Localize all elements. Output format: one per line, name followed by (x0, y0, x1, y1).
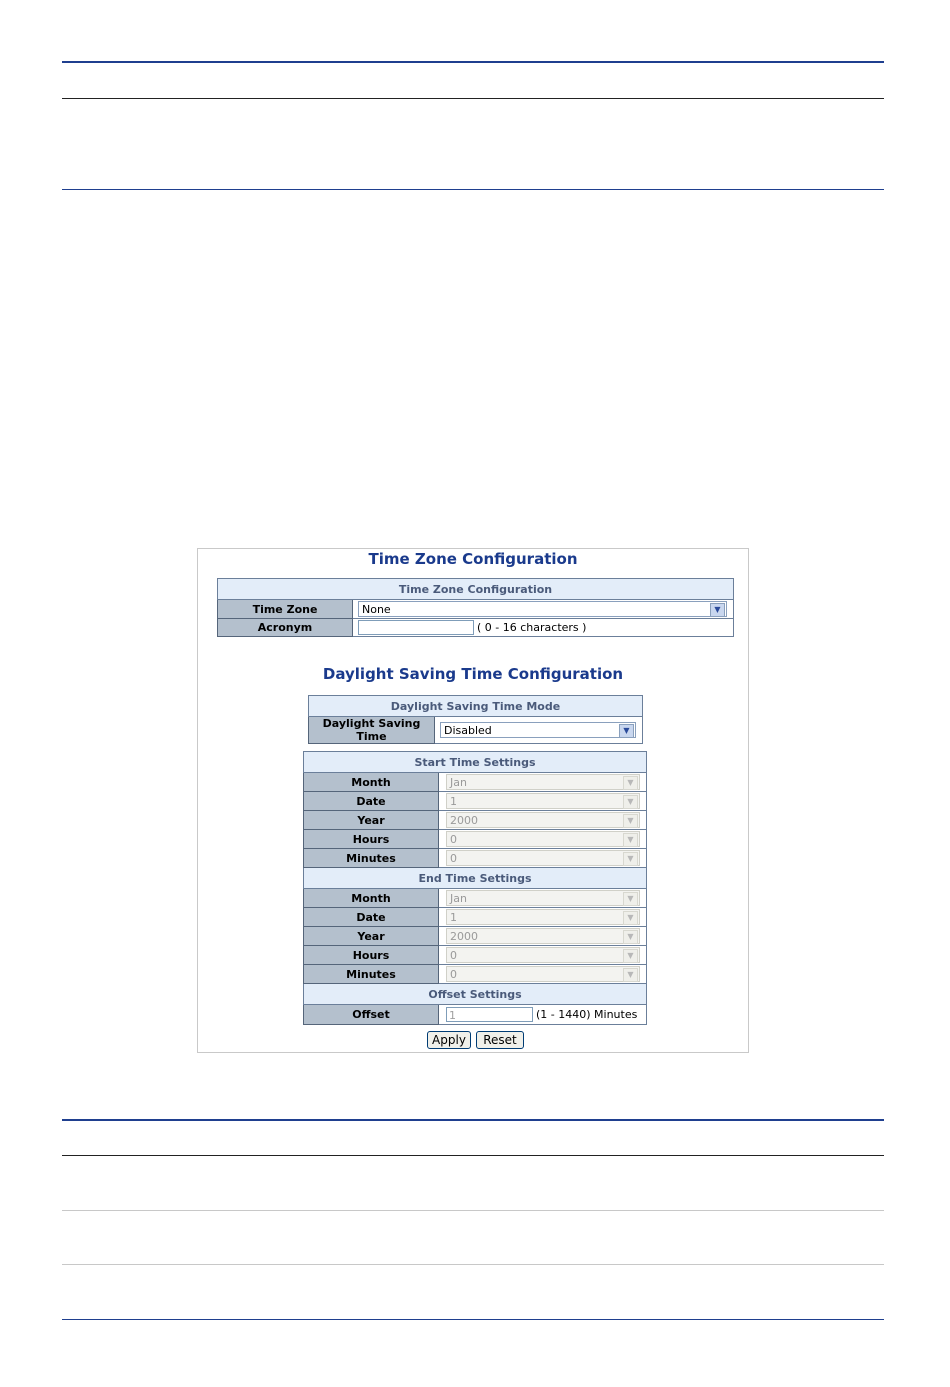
header-rule (62, 98, 884, 99)
chevron-down-icon: ▼ (623, 776, 638, 790)
end-time-settings-header: End Time Settings (304, 868, 647, 889)
acronym-input[interactable] (358, 620, 474, 635)
end-year-select[interactable] (446, 928, 640, 944)
table-end-rule (62, 189, 884, 190)
top-rule (62, 61, 884, 63)
start-minutes-value: 0 (450, 852, 457, 865)
dst-label: Daylight Saving Time (309, 717, 435, 744)
end-hours-select[interactable] (446, 947, 640, 963)
chevron-down-icon: ▼ (623, 814, 638, 828)
start-hours-label: Hours (304, 830, 439, 849)
dst-mode-header: Daylight Saving Time Mode (309, 696, 643, 717)
chevron-down-icon: ▼ (623, 911, 638, 925)
chevron-down-icon: ▼ (623, 892, 638, 906)
chevron-down-icon[interactable]: ▼ (710, 603, 725, 617)
offset-input[interactable]: 1 (446, 1007, 533, 1022)
end-hours-label: Hours (304, 946, 439, 965)
start-date-select[interactable] (446, 793, 640, 809)
end-minutes-value: 0 (450, 968, 457, 981)
end-month-select[interactable] (446, 890, 640, 906)
apply-button[interactable]: Apply (427, 1031, 471, 1049)
start-month-label: Month (304, 773, 439, 792)
acronym-label: Acronym (218, 619, 353, 637)
end-month-value: Jan (450, 892, 467, 905)
chevron-down-icon: ▼ (623, 949, 638, 963)
param-table-top-rule (62, 1119, 884, 1121)
dst-mode-select[interactable] (440, 722, 636, 738)
chevron-down-icon[interactable]: ▼ (619, 724, 634, 738)
start-hours-value: 0 (450, 833, 457, 846)
end-minutes-label: Minutes (304, 965, 439, 984)
time-zone-table (217, 578, 734, 637)
start-year-value: 2000 (450, 814, 478, 827)
time-zone-table-header: Time Zone Configuration (218, 579, 734, 600)
start-year-select[interactable] (446, 812, 640, 828)
start-year-label: Year (304, 811, 439, 830)
time-zone-label: Time Zone (218, 600, 353, 619)
time-zone-select[interactable] (358, 601, 727, 617)
chevron-down-icon: ▼ (623, 968, 638, 982)
time-zone-config-panel (197, 548, 749, 1053)
chevron-down-icon: ▼ (623, 795, 638, 809)
param-row-divider (62, 1210, 884, 1211)
time-zone-value: None (362, 603, 391, 616)
start-time-settings-header: Start Time Settings (304, 752, 647, 773)
end-hours-value: 0 (450, 949, 457, 962)
dst-section-title: Daylight Saving Time Configuration (322, 665, 624, 683)
start-minutes-label: Minutes (304, 849, 439, 868)
end-month-label: Month (304, 889, 439, 908)
start-month-select[interactable] (446, 774, 640, 790)
dst-mode-table (308, 695, 643, 744)
start-date-label: Date (304, 792, 439, 811)
end-minutes-select[interactable] (446, 966, 640, 982)
start-minutes-select[interactable] (446, 850, 640, 866)
start-month-value: Jan (450, 776, 467, 789)
chevron-down-icon: ▼ (623, 930, 638, 944)
param-table-header-rule (62, 1155, 884, 1156)
offset-label: Offset (304, 1005, 439, 1025)
start-hours-select[interactable] (446, 831, 640, 847)
page-title: Time Zone Configuration (368, 550, 578, 568)
dst-mode-value: Disabled (444, 724, 492, 737)
acronym-hint: ( 0 - 16 characters ) (477, 621, 587, 634)
param-row-divider (62, 1264, 884, 1265)
end-year-value: 2000 (450, 930, 478, 943)
reset-button[interactable]: Reset (476, 1031, 524, 1049)
offset-hint: (1 - 1440) Minutes (536, 1008, 638, 1021)
chevron-down-icon: ▼ (623, 833, 638, 847)
end-year-label: Year (304, 927, 439, 946)
end-date-label: Date (304, 908, 439, 927)
param-table-bottom-rule (62, 1319, 884, 1320)
end-date-select[interactable] (446, 909, 640, 925)
chevron-down-icon: ▼ (623, 852, 638, 866)
end-date-value: 1 (450, 911, 457, 924)
start-date-value: 1 (450, 795, 457, 808)
offset-settings-header: Offset Settings (304, 984, 647, 1005)
dst-settings-table (303, 751, 647, 1025)
